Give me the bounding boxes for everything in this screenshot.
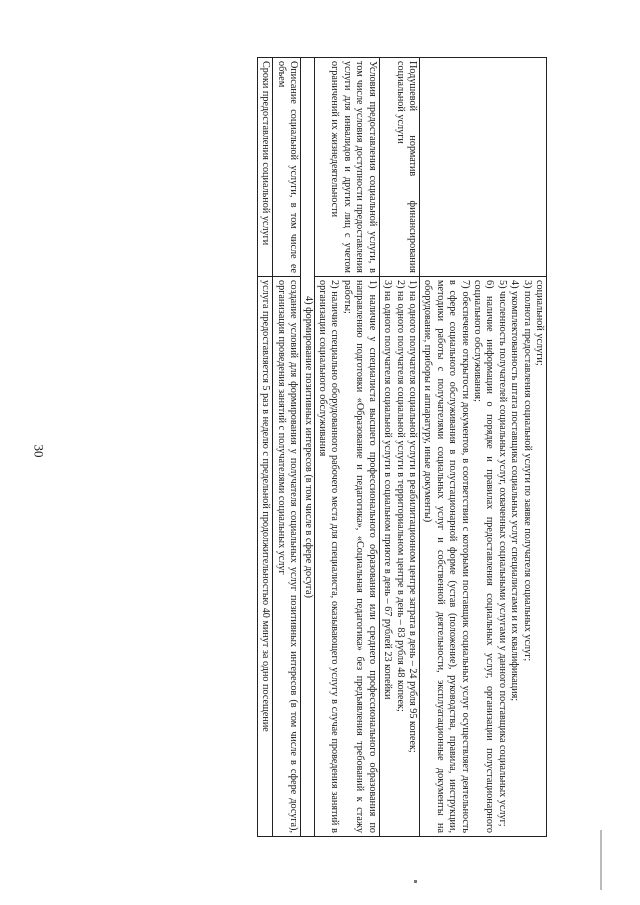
social-service-table [257, 57, 547, 837]
value-line: 1) на одного получателя социальной услуги в реабилитационном центре затрата в день – 24 рубля 95 копеек; [406, 280, 418, 753]
page-number: 30 [31, 444, 47, 458]
value-line: услуга предоставляется 5 раз в неделю с предельной продолжительностью 40 минут за одно посещение [260, 280, 272, 732]
value-line: 5) численность получателей социальных услуг, охваченных социальными услугами у данного поставщика социальных услуг; [496, 280, 508, 827]
value-line: 7) обеспечение открытости документов, в соответствии с которыми поставщик социальных услуг осуществляет деятельность в сфере социального обслуживания в полустационарной форме (устав (положение), руководства, правила, инструкции, методики работы с получателями социальных услуг и собственной деятельности, эксплуатационные документы на оборудование, приборы и аппаратуру, иные документы) [422, 280, 471, 833]
value-line: 4) укомплектованность штата поставщика социальных услуг специалистами и их квалификация; [509, 280, 521, 702]
rotated-content [80, 57, 547, 837]
value-line: 6) наличие информации о порядке и правилах предоставления социальных услуг, организации полустационарного социального обслуживания; [471, 280, 496, 833]
value-line: 1) наличие у специалиста высшего профессионального образования или среднего профессионального образования по направлению подготовки «Образование и педагогика», «Социальная педагогика» без предъявления требований к стажу работы; [341, 280, 378, 833]
value-line: социальной услуги; [534, 280, 545, 366]
table-row [314, 58, 379, 837]
value-line: 2) на одного получателя социальной услуги в территориальном центре в день – 83 рубля 48 копеек; [394, 280, 406, 712]
table-row [419, 58, 546, 837]
row-label: Подушевой норматив финансирования социальной услуги [379, 58, 419, 277]
table-row [379, 58, 419, 837]
row-label: Условия предоставления социальной услуги, в том числе условия доступности предоставления услуги для инвалидов и других лиц с учетом ограничений их жизнедеятельности [314, 58, 379, 277]
row-label [419, 58, 546, 277]
row-value [379, 277, 419, 837]
scan-edge-mark [600, 830, 602, 890]
scan-dot [414, 880, 417, 883]
section-heading: 4) формирование позитивных интересов (в том числе в сфере досуга) [301, 58, 314, 837]
row-label: Описание социальной услуги, в том числе ее объем [273, 58, 301, 277]
value-line: 3) на одного получателя социальной услуги в социальном приюте в день – 67 рублей 23 копейки [382, 280, 394, 700]
row-value [273, 277, 301, 837]
document-table-area [80, 57, 547, 837]
value-line: 2) наличие специально оборудованного рабочего места для специалиста, оказывающего услугу в случае проведения занятий в организации социального обслуживания [317, 280, 341, 833]
value-line: 3) полнота предоставления социальной услуги по заявке получателя социальных услуг; [521, 280, 533, 662]
row-value [419, 277, 546, 837]
table-row [258, 58, 273, 837]
section-heading-row [301, 58, 314, 837]
row-label: Сроки предоставления социальной услуги [258, 58, 273, 277]
row-value [314, 277, 379, 837]
row-value [258, 277, 273, 837]
table-row [273, 58, 301, 837]
value-line: создание условий для формирования у получателя социальных услуг позитивных интересов (в том числе в сфере досуга), организация проведения занятий с получателями социальных услуг [275, 280, 300, 833]
